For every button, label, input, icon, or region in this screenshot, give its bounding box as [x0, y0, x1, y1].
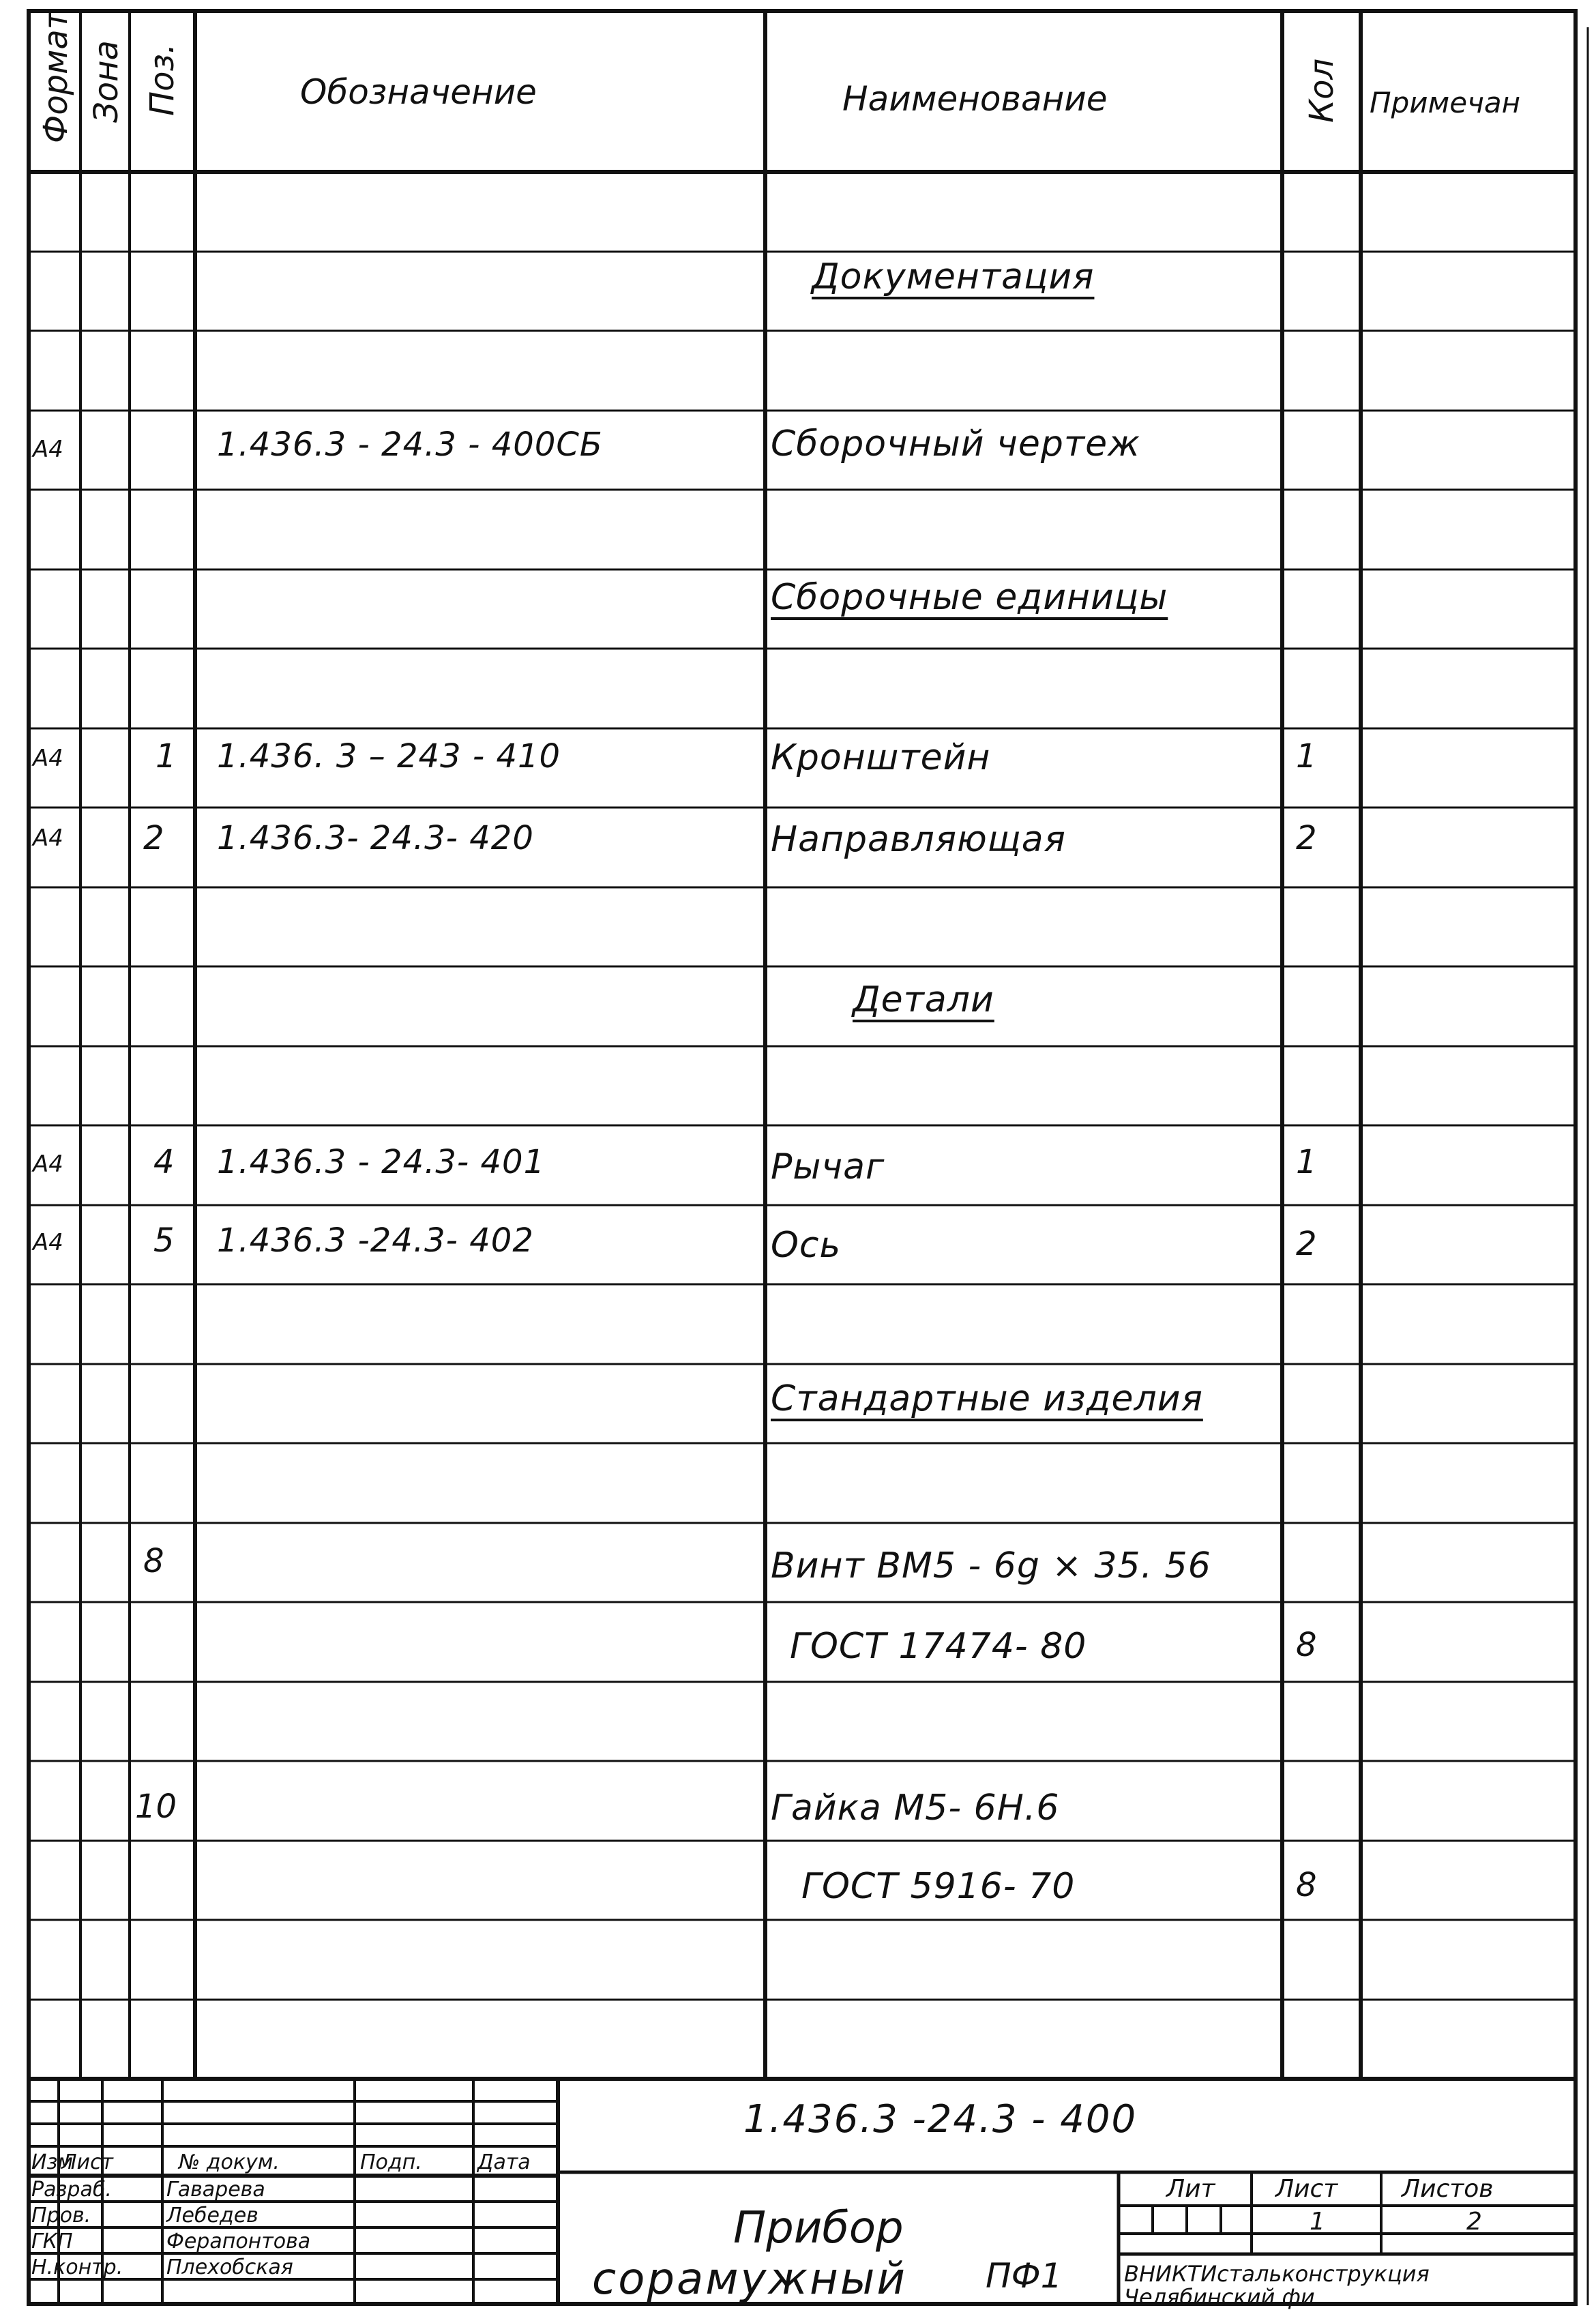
row-name: Винт ВМ5 - 6g × 35. 56: [771, 1545, 1211, 1586]
row-position: 2: [143, 819, 164, 857]
row-format: А4: [33, 1229, 63, 1256]
role-gkp: ГКП: [31, 2230, 73, 2253]
row-name: ГОСТ 5916- 70: [801, 1866, 1076, 1907]
section-assembly-units: Сборочные единицы: [771, 577, 1168, 618]
row-quantity: 1: [1296, 737, 1317, 775]
person-gkp: Ферапонтова: [166, 2230, 311, 2253]
row-quantity: 8: [1296, 1866, 1317, 1904]
header-format: Формат: [37, 10, 75, 143]
row-designation: 1.436.3 - 24.3 - 400СБ: [217, 426, 603, 464]
header-designation: Обозначение: [300, 72, 537, 112]
row-position: 8: [143, 1542, 164, 1580]
organization-line2: Челябинский фи: [1124, 2284, 1315, 2310]
row-format: А4: [33, 825, 63, 852]
person-norm-control: Плехобская: [166, 2255, 293, 2279]
row-quantity: 8: [1296, 1626, 1317, 1664]
product-name-line1: Прибор: [733, 2203, 904, 2253]
lit-label: Лит: [1166, 2175, 1215, 2203]
sheets-label: Листов: [1402, 2175, 1494, 2203]
person-checker: Лебедев: [166, 2204, 258, 2227]
header-quantity: Кол: [1303, 58, 1341, 123]
row-name: Направляющая: [771, 819, 1066, 860]
sheets-total: 2: [1466, 2208, 1482, 2236]
row-designation: 1.436.3 - 24.3- 401: [217, 1143, 546, 1181]
row-name: Гайка М5- 6Н.6: [771, 1788, 1060, 1828]
sheet-number: 1: [1310, 2208, 1325, 2236]
row-designation: 1.436. 3 – 243 - 410: [217, 737, 561, 775]
header-note: Примечан: [1370, 86, 1521, 119]
header-position: Поз.: [143, 43, 181, 116]
document-code: 1.436.3 -24.3 - 400: [743, 2097, 1138, 2142]
row-format: А4: [33, 436, 63, 463]
row-quantity: 2: [1296, 819, 1317, 857]
person-developer: Гаварева: [166, 2178, 265, 2202]
role-developer: Разраб.: [31, 2178, 112, 2202]
product-name-line2: сорамужный: [592, 2254, 907, 2305]
row-position: 5: [153, 1221, 175, 1260]
label-sheet: Лист: [61, 2150, 114, 2174]
row-name: Сборочный чертеж: [771, 424, 1140, 464]
row-name: Кронштейн: [771, 737, 991, 778]
row-position: 10: [135, 1788, 177, 1826]
section-standard-items: Стандартные изделия: [771, 1378, 1203, 1419]
section-parts: Детали: [853, 979, 994, 1020]
role-norm-control: Н.контр.: [31, 2255, 123, 2279]
row-position: 4: [153, 1143, 175, 1181]
row-position: 1: [156, 737, 177, 775]
row-name: Ось: [771, 1225, 842, 1266]
row-format: А4: [33, 745, 63, 772]
header-zone: Зона: [87, 40, 125, 123]
row-designation: 1.436.3- 24.3- 420: [217, 819, 534, 857]
role-checker: Пров.: [31, 2204, 91, 2227]
section-documentation: Документация: [812, 256, 1095, 297]
row-quantity: 1: [1296, 1143, 1317, 1181]
organization-line1: ВНИКТИстальконструкция: [1124, 2261, 1430, 2287]
sheet-label: Лист: [1275, 2175, 1338, 2203]
row-quantity: 2: [1296, 1225, 1317, 1263]
row-name: Рычаг: [771, 1146, 885, 1187]
product-code: ПФ1: [986, 2256, 1063, 2296]
label-date: Дата: [477, 2150, 531, 2174]
label-doc-no: № докум.: [179, 2150, 280, 2174]
label-signature: Подп.: [360, 2150, 422, 2174]
header-name: Наименование: [842, 79, 1108, 119]
label-change: Изм: [31, 2150, 74, 2174]
row-designation: 1.436.3 -24.3- 402: [217, 1221, 534, 1260]
row-format: А4: [33, 1151, 63, 1178]
row-name: ГОСТ 17474- 80: [790, 1626, 1087, 1667]
